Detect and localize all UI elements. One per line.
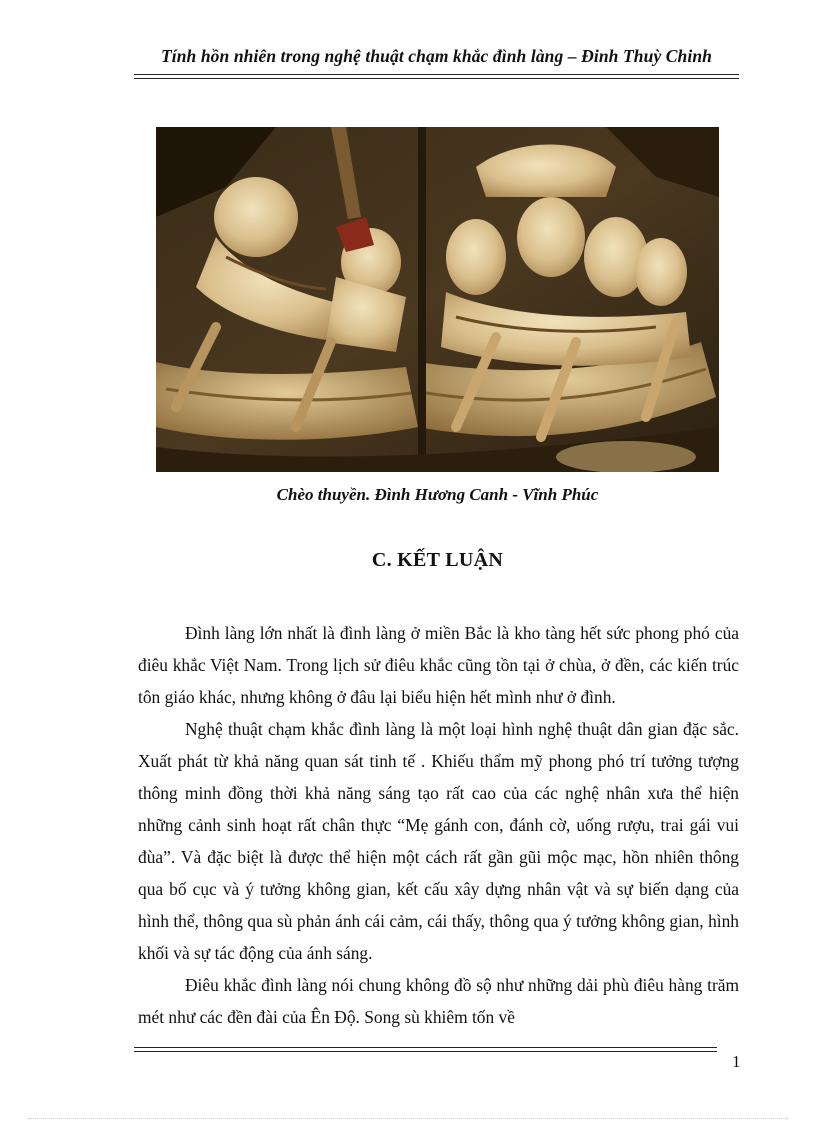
section-heading: C. KẾT LUẬN: [371, 549, 504, 571]
footer-rule-top: [134, 1047, 717, 1048]
figure-caption: Chèo thuyền. Đình Hương Canh - Vĩnh Phúc: [276, 485, 599, 504]
page-edge-dots: [28, 1118, 788, 1119]
paragraph-1: Đình làng lớn nhất là đình làng ở miền Bắc là kho tàng hết sức phong phó của điêu khắc Việt Nam. Trong lịch sử điêu khắc cũng tồn tại ở chùa, ở đền, các kiến trúc tôn giáo khác, nhưng không ở đâu lại biểu hiện hết mình như ở đình.: [138, 623, 739, 707]
wood-carving-photo: [156, 127, 719, 472]
paragraph-2: Nghệ thuật chạm khắc đình làng là một loại hình nghệ thuật dân gian đặc sắc. Xuất phát từ khả năng quan sát tinh tế . Khiếu thẩm mỹ phong phó trí tưởng tượng thông minh đồng thời khả năng sáng tạo rất cao của các nghệ nhân xưa thể hiện những cảnh sinh hoạt rất chân thực “Mẹ gánh con, đánh cờ, uống rượu, trai gái vui đùa”. Và đặc biệt là được thể hiện một cách rất gần gũi mộc mạc, hồn nhiên thông qua bố cục và ý tưởng không gian, kết cấu xây dựng nhân vật và sự biến dạng của hình thể, thông qua sù phản ánh cái cảm, cái thấy, thông qua ý tưởng không gian, hình khối và sự tác động của ánh sáng.: [138, 719, 739, 963]
paragraph-3: Điêu khắc đình làng nói chung không đồ sộ như những dải phù điêu hàng trăm mét như các đền đài của Ên Độ. Song sù khiêm tốn về: [138, 975, 739, 1027]
header-rule-top: [134, 74, 739, 75]
header-rule-bottom: [134, 78, 739, 79]
body-text: [138, 617, 739, 1033]
running-header-title: Tính hồn nhiên trong nghệ thuật chạm khắc đình làng – Đinh Thuỳ Chinh: [160, 46, 713, 66]
footer-rule-bottom: [134, 1051, 717, 1052]
page-number: 1: [732, 1052, 741, 1071]
